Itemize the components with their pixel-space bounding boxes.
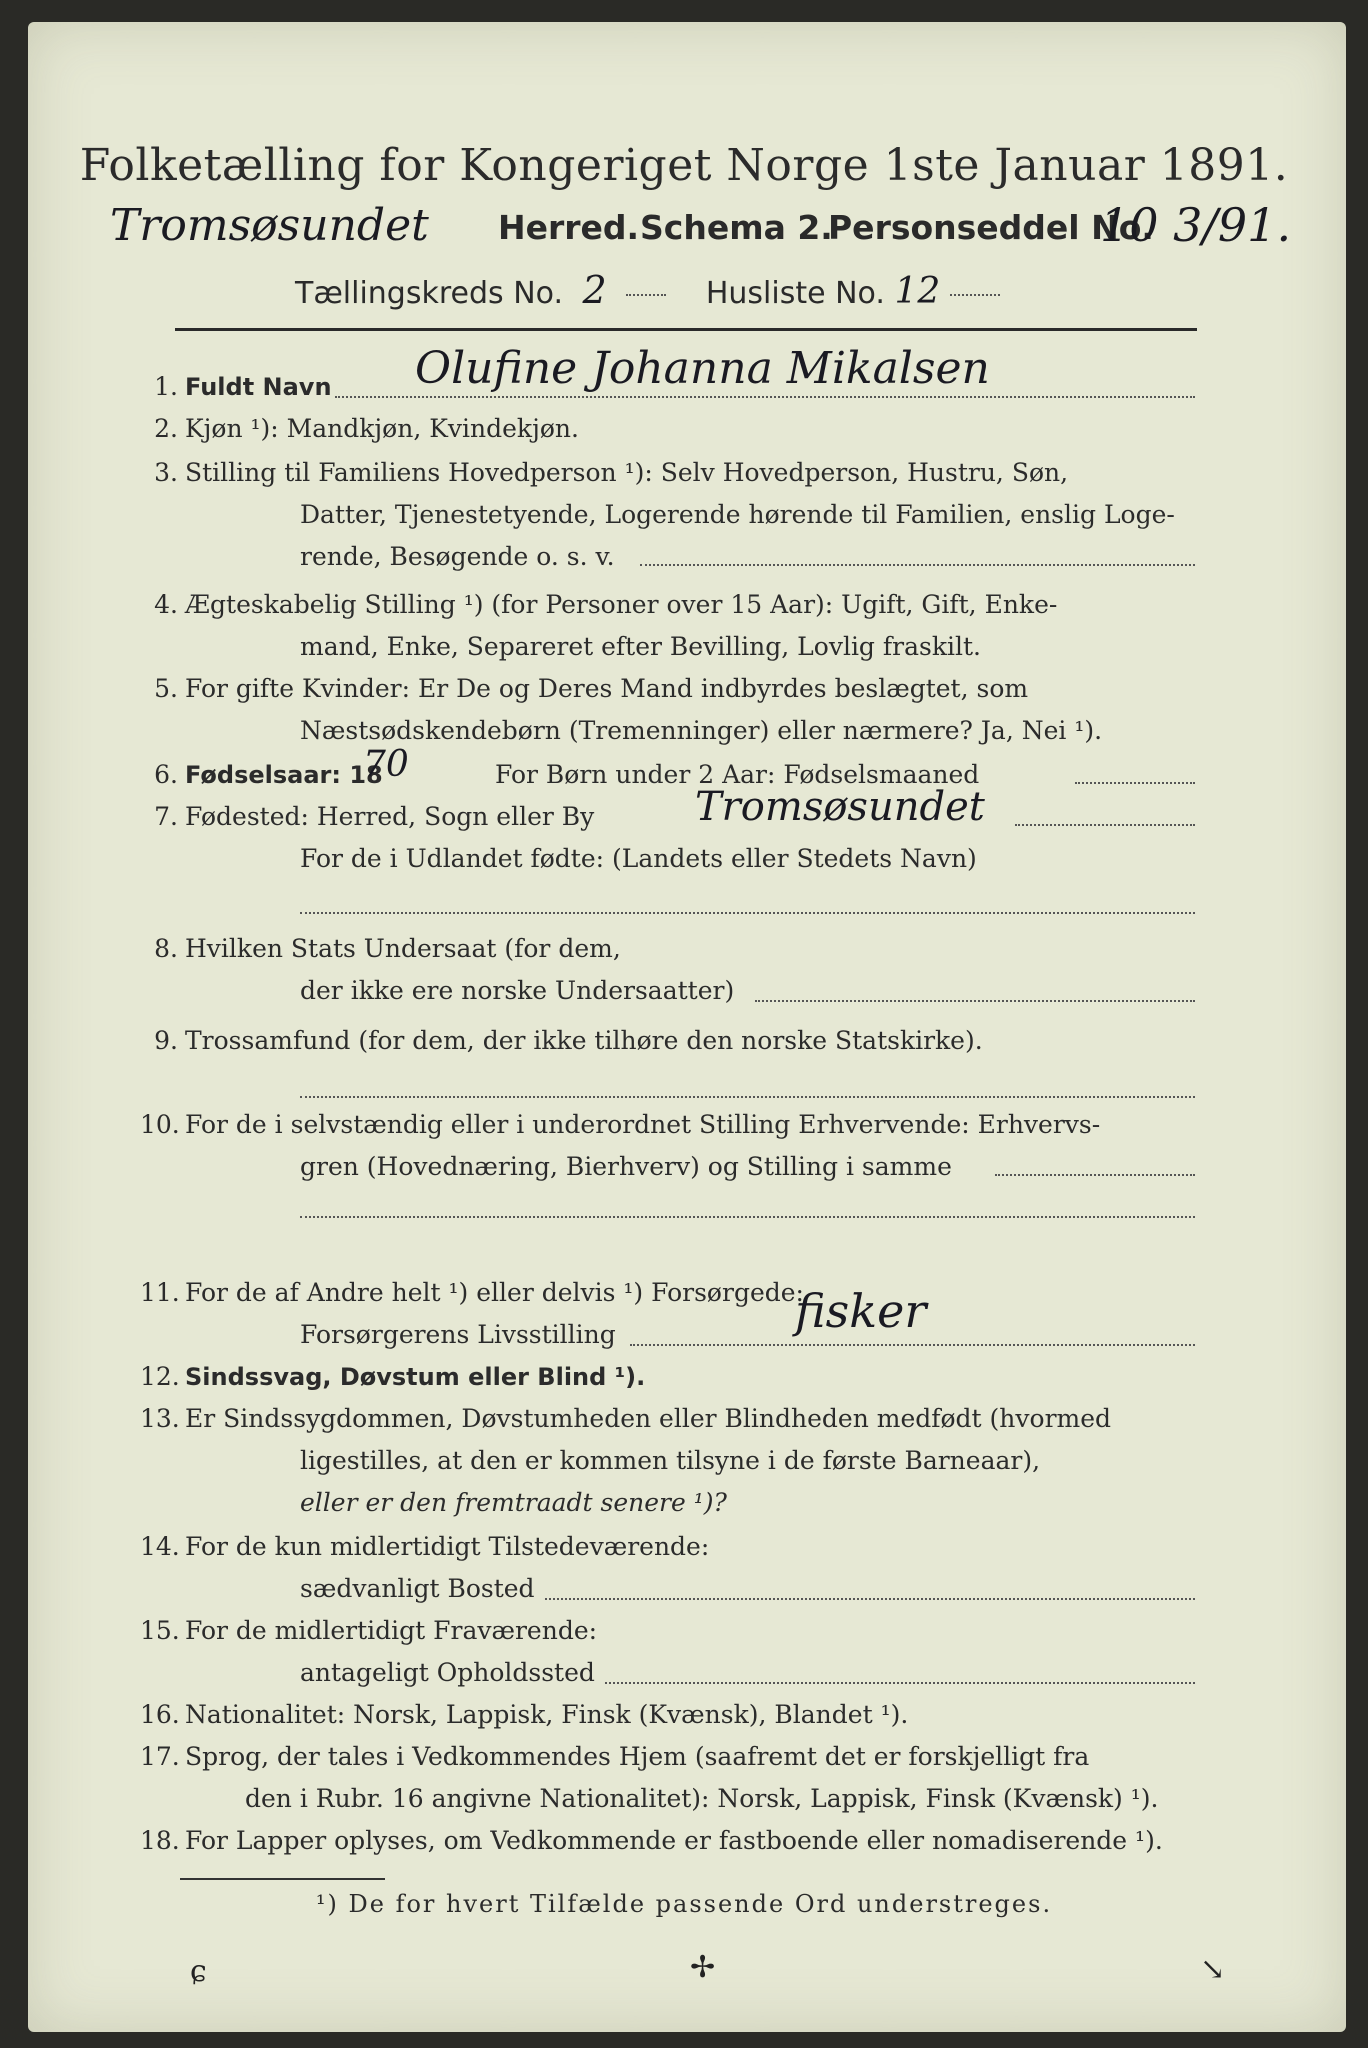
item-number: 14. [140,1532,180,1561]
item-number: 2. [154,414,178,443]
item-label: Fuldt Navn [185,373,332,401]
kreds-row [295,268,1000,312]
answer-dots [605,1682,1195,1684]
kreds-dots [626,294,666,296]
item-line: For de af Andre helt ¹) eller delvis ¹) Forsørgede: [185,1278,804,1307]
item-number: 8. [154,934,178,963]
item-label: Fødselsaar: 18 [185,761,383,789]
birthplace-value: Tromsøsundet [695,784,985,830]
schema-label: Schema 2. [640,208,833,247]
item-number: 6. [154,760,178,789]
birth-year-value: 70 [363,744,409,785]
corner-mark-icon: ↘ [1200,1952,1226,1987]
answer-dots [300,1096,1195,1098]
item-label: Sindssvag, Døvstum eller Blind ¹). [185,1363,646,1391]
item-number: 4. [154,590,178,619]
item-number: 18. [140,1826,180,1855]
item-line: For de kun midlertidigt Tilstedeværende: [185,1532,710,1561]
item-line: der ikke ere norske Undersaatter) [300,976,735,1005]
center-mark-icon: ✢ [690,1950,716,1985]
husliste-dots [950,294,1000,296]
item-number: 16. [140,1700,180,1729]
answer-dots [300,1216,1195,1218]
item-line: Hvilken Stats Undersaat (for dem, [185,934,621,963]
item-line: eller er den fremtraadt senere ¹)? [300,1488,727,1517]
corner-mark-icon: ɕ [190,1954,207,1989]
footnote-rule [180,1878,385,1880]
answer-dots [335,396,1195,398]
item-number: 3. [154,458,178,487]
answer-dots [300,912,1195,914]
item-line: Stilling til Familiens Hovedperson ¹): Selv Hovedperson, Hustru, Søn, [185,458,1069,487]
item-number: 11. [140,1278,180,1307]
answer-dots [755,1000,1195,1002]
item-line: For de i selvstændig eller i underordnet Stilling Erhvervende: Erhvervs- [185,1110,1101,1139]
item-line: rende, Besøgende o. s. v. [300,542,615,571]
item-label: For Børn under 2 Aar: Fødselsmaaned [495,760,980,789]
item-line: Datter, Tjenestetyende, Logerende hørende til Familien, enslig Loge- [300,500,1175,529]
item-line: Nationalitet: Norsk, Lappisk, Finsk (Kvænsk), Blandet ¹). [185,1700,909,1729]
item-number: 12. [140,1362,180,1391]
personseddel-label: Personseddel No. [828,208,1154,247]
item-line: den i Rubr. 16 angivne Nationalitet): Norsk, Lappisk, Finsk (Kvænsk) ¹). [245,1784,1159,1813]
header-rule [175,328,1197,331]
item-number: 1. [154,372,178,401]
item-line: For de i Udlandet fødte: (Landets eller Stedets Navn) [300,844,977,873]
answer-dots [640,564,1195,566]
answer-dots [1015,824,1195,826]
item-number: 15. [140,1616,180,1645]
provider-occupation-value: fisker [795,1284,927,1338]
husliste-value: 12 [894,271,941,312]
kreds-label: Tællingskreds No. [295,276,563,311]
answer-dots [545,1598,1195,1600]
item-line: mand, Enke, Separeret efter Bevilling, Lovlig fraskilt. [300,632,981,661]
item-line: gren (Hovednæring, Bierhverv) og Stilling i samme [300,1152,952,1181]
item-number: 17. [140,1742,180,1771]
item-line: Sprog, der tales i Vedkommendes Hjem (saafremt det er forskjelligt fra [185,1742,1090,1771]
personseddel-value: 10 3/91. [1100,198,1292,252]
item-line: Forsørgerens Livsstilling [300,1320,616,1349]
item-line: For gifte Kvinder: Er De og Deres Mand indbyrdes beslægtet, som [185,674,1029,703]
answer-dots [995,1174,1195,1176]
item-label: Fødested: Herred, Sogn eller By [185,802,595,831]
form-title: Folketælling for Kongeriget Norge 1ste Januar 1891. [79,140,1289,191]
item-line: ligestilles, at den er kommen tilsyne i de første Barneaar), [300,1446,1041,1475]
item-line: For de midlertidigt Fraværende: [185,1616,598,1645]
item-number: 13. [140,1404,180,1433]
answer-dots [1075,782,1195,784]
item-line: Trossamfund (for dem, der ikke tilhøre den norske Statskirke). [185,1026,983,1055]
header-row [110,198,1292,268]
item-number: 5. [154,674,178,703]
item-number: 7. [154,802,178,831]
name-value: Olufine Johanna Mikalsen [415,343,990,394]
item-number: 9. [154,1026,178,1055]
item-label: Kjøn ¹): Mandkjøn, Kvindekjøn. [185,414,579,443]
item-number: 10. [140,1110,180,1139]
kreds-value: 2 [582,268,607,312]
husliste-label: Husliste No. [705,276,885,311]
footnote: ¹) De for hvert Tilfælde passende Ord understreges. [315,1890,1053,1918]
herred-value: Tromsøsundet [110,200,429,251]
herred-label: Herred. [498,208,640,247]
item-line: antageligt Opholdssted [300,1658,595,1687]
item-line: Næstsødskendebørn (Tremenninger) eller nærmere? Ja, Nei ¹). [300,716,1103,745]
item-line: For Lapper oplyses, om Vedkommende er fastboende eller nomadiserende ¹). [185,1826,1163,1855]
item-line: sædvanligt Bosted [300,1574,535,1603]
item-line: Ægteskabelig Stilling ¹) (for Personer over 15 Aar): Ugift, Gift, Enke- [185,590,1058,619]
item-line: Er Sindssygdommen, Døvstumheden eller Blindheden medfødt (hvormed [185,1404,1112,1433]
answer-dots [630,1344,1195,1346]
